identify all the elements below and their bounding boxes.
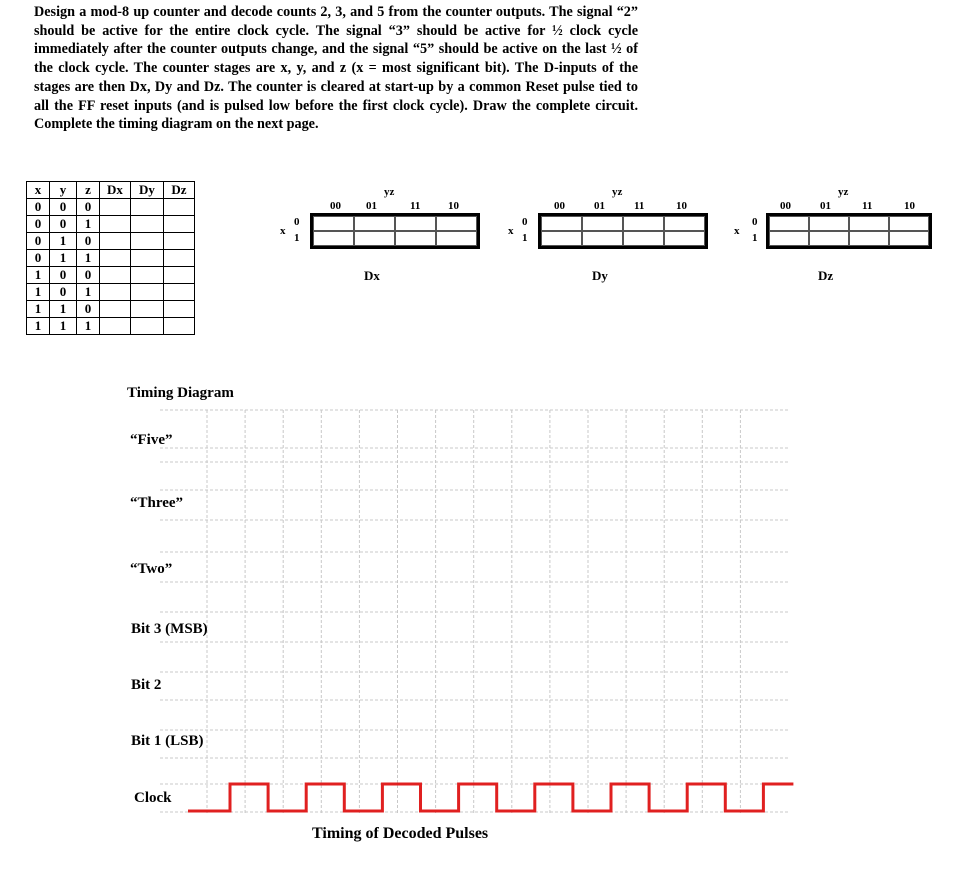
header-y: y — [50, 182, 77, 199]
truth-table-cell: 1 — [77, 250, 100, 267]
kmap-col-00: 00 — [780, 200, 791, 212]
kmap-col-11: 11 — [634, 200, 645, 212]
kmap-yz-label: yz — [384, 186, 395, 198]
truth-table-cell: 0 — [27, 233, 50, 250]
kmap-col-01: 01 — [594, 200, 605, 212]
header-z: z — [77, 182, 100, 199]
kmap-x-label: x — [734, 225, 740, 237]
truth-table-cell: 1 — [27, 301, 50, 318]
truth-table-cell: 0 — [27, 199, 50, 216]
header-dz: Dz — [164, 182, 195, 199]
truth-table-cell: 0 — [50, 199, 77, 216]
truth-table-cell: 1 — [27, 284, 50, 301]
truth-table-cell: 0 — [50, 267, 77, 284]
truth-table-cell: 1 — [27, 318, 50, 335]
kmap-row-0: 0 — [522, 216, 528, 228]
truth-table-cell: 0 — [77, 233, 100, 250]
kmap-row-1: 1 — [294, 232, 300, 244]
kmap-row-0: 0 — [752, 216, 758, 228]
kmap-name: Dx — [364, 268, 380, 283]
truth-table-cell: 1 — [77, 284, 100, 301]
timing-title: Timing Diagram — [127, 385, 234, 401]
kmap-col-00: 00 — [330, 200, 341, 212]
kmap-row-1: 1 — [752, 232, 758, 244]
timing-footer: Timing of Decoded Pulses — [312, 825, 489, 842]
signal-bit1: Bit 1 (LSB) — [131, 733, 204, 749]
truth-table-cell: 1 — [77, 318, 100, 335]
kmap-x-label: x — [280, 225, 286, 237]
kmap-x-label: x — [508, 225, 514, 237]
kmap-col-00: 00 — [554, 200, 565, 212]
header-dx: Dx — [100, 182, 131, 199]
kmap-col-11: 11 — [410, 200, 421, 212]
truth-table-cell: 0 — [77, 199, 100, 216]
header-x: x — [27, 182, 50, 199]
kmap-col-01: 01 — [820, 200, 831, 212]
truth-table-cell: 0 — [27, 250, 50, 267]
truth-table-cell: 1 — [50, 318, 77, 335]
signal-clock: Clock — [134, 790, 172, 806]
signal-five: “Five” — [130, 432, 173, 448]
truth-table-cell: 1 — [50, 250, 77, 267]
signal-three: “Three” — [130, 495, 184, 511]
truth-table-cell: 0 — [77, 301, 100, 318]
truth-table-cell: 0 — [50, 284, 77, 301]
kmap-yz-label: yz — [838, 186, 849, 198]
kmap-row-1: 1 — [522, 232, 528, 244]
truth-table-cell: 1 — [27, 267, 50, 284]
signal-bit2: Bit 2 — [131, 677, 162, 693]
kmap-col-10: 10 — [904, 200, 915, 212]
kmap-col-01: 01 — [366, 200, 377, 212]
kmap-name: Dy — [592, 268, 608, 283]
truth-table-cell: 1 — [50, 301, 77, 318]
truth-table-cell: 1 — [77, 216, 100, 233]
kmap-col-10: 10 — [676, 200, 687, 212]
truth-table-cell: 1 — [50, 233, 77, 250]
signal-bit3: Bit 3 (MSB) — [131, 621, 208, 637]
kmap-row-0: 0 — [294, 216, 300, 228]
truth-table-cell: 0 — [77, 267, 100, 284]
kmap-col-10: 10 — [448, 200, 459, 212]
kmap-name: Dz — [818, 268, 834, 283]
kmap-yz-label: yz — [612, 186, 623, 198]
grid-lines — [160, 410, 790, 815]
kmap-col-11: 11 — [862, 200, 873, 212]
signal-two: “Two” — [130, 561, 173, 577]
problem-text: Design a mod-8 up counter and decode counts 2, 3, and 5 from the counter outputs. The signal “2” should be active for the entire clock cycle. The signal “3” should be active for ½ clock cycle immediately after the counter outputs change, and the signal “5” should be active on the last ½ of the clock cycle. The counter stages are x, y, and z (x = most significant bit). The D-inputs of the stages are then Dx, Dy and Dz. The counter is cleared at start-up by a common Reset pulse tied to all the FF reset inputs (and is pulsed low before the first clock cycle). Draw the complete circuit. Complete the timing diagram on the next page. — [34, 4, 638, 133]
header-dy: Dy — [131, 182, 164, 199]
truth-table-cell: 0 — [50, 216, 77, 233]
truth-table-cell: 0 — [27, 216, 50, 233]
